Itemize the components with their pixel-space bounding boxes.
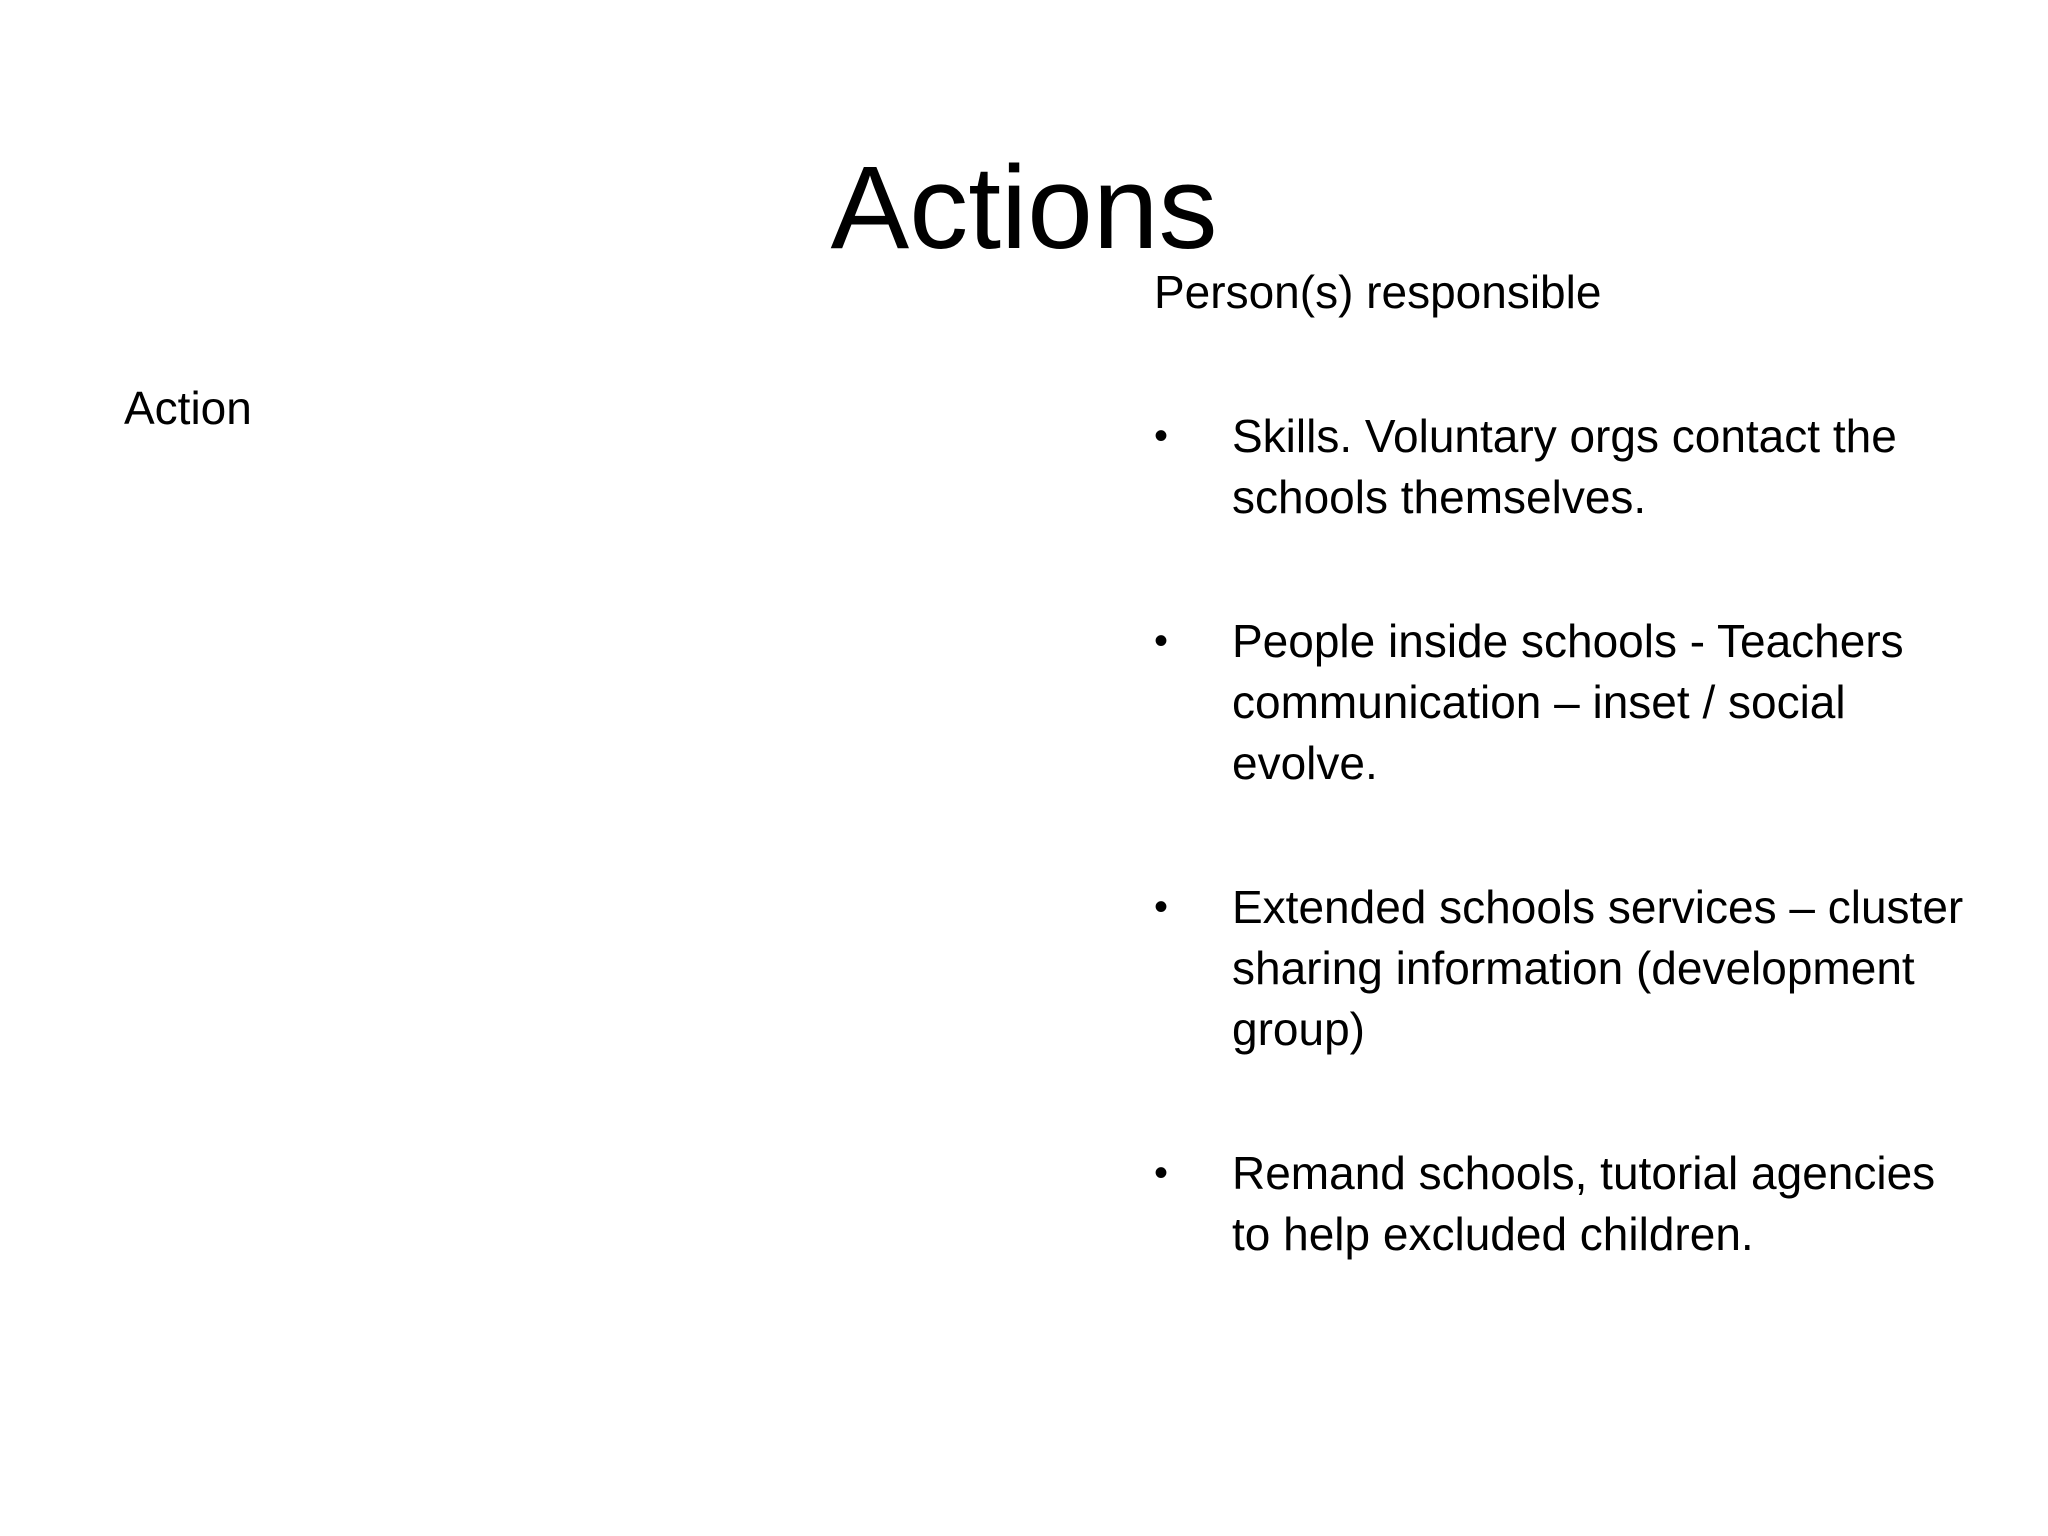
slide-title: Actions xyxy=(830,142,1218,274)
action-column-heading: Action xyxy=(124,382,252,434)
list-item-text: Remand schools, tutorial agencies to help excluded children. xyxy=(1232,1147,1936,1260)
list-item xyxy=(1154,1143,1974,1265)
persons-responsible-heading: Person(s) responsible xyxy=(1154,266,1602,318)
list-item-text: Extended schools services – cluster sharing information (development group) xyxy=(1232,881,1964,1055)
list-item xyxy=(1154,611,1974,794)
list-item xyxy=(1154,877,1974,1060)
list-item xyxy=(1154,406,1974,528)
bullet-icon: • xyxy=(1154,885,1169,929)
list-item-text: People inside schools - Teachers communication – inset / social evolve. xyxy=(1232,615,1904,789)
bullet-icon: • xyxy=(1154,619,1169,663)
responsibility-list xyxy=(1154,406,1974,1348)
list-item-text: Skills. Voluntary orgs contact the schools themselves. xyxy=(1232,410,1897,523)
bullet-icon: • xyxy=(1154,1151,1169,1195)
bullet-icon: • xyxy=(1154,414,1169,458)
